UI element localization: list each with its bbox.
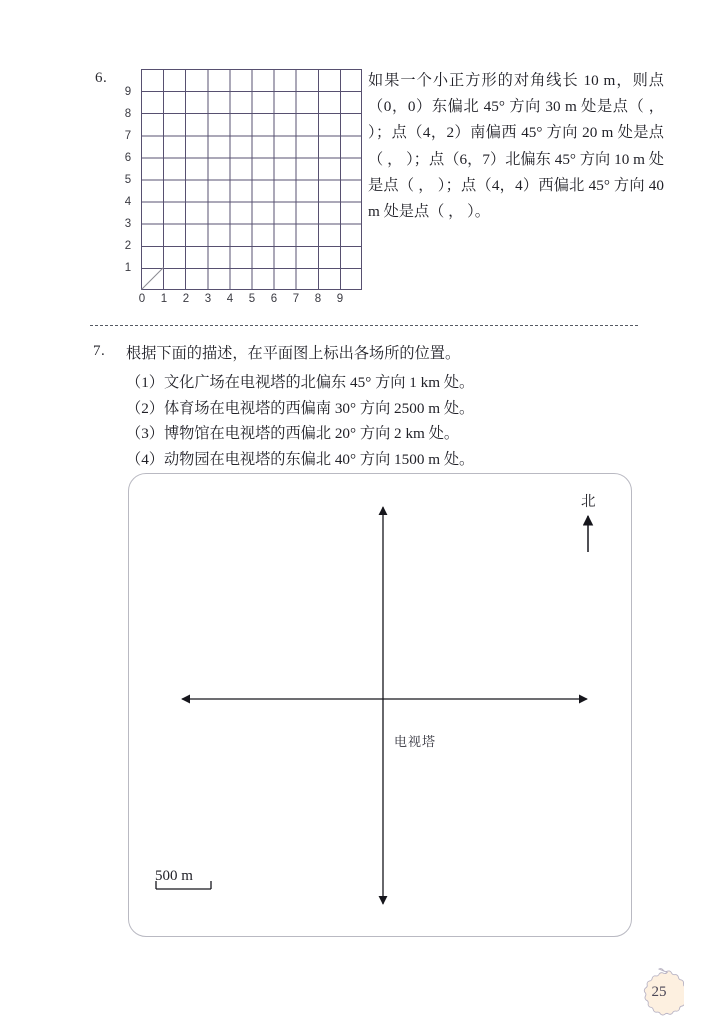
- origin-tv-tower-label: 电视塔: [394, 734, 437, 749]
- grid-x-label-3: 3: [204, 293, 212, 305]
- grid-x-label-8: 8: [314, 293, 322, 305]
- grid-x-label-9: 9: [336, 293, 344, 305]
- grid-y-label-8: 8: [124, 108, 132, 120]
- map-scale-label: 500 m: [155, 868, 193, 884]
- grid-lines: [141, 69, 362, 290]
- grid-y-label-1: 1: [124, 262, 132, 274]
- list-item: （1）文化广场在电视塔的北偏东 45° 方向 1 km 处。: [126, 374, 475, 391]
- page-number: 25: [651, 983, 667, 1000]
- grid-x-label-0: 0: [138, 293, 146, 305]
- list-item: （3）博物馆在电视塔的西偏北 20° 方向 2 km 处。: [126, 425, 460, 442]
- page-number-badge: [634, 967, 684, 1017]
- grid-x-label-6: 6: [270, 293, 278, 305]
- grid-x-label-7: 7: [292, 293, 300, 305]
- grid-y-label-4: 4: [124, 196, 132, 208]
- grid-y-label-3: 3: [124, 218, 132, 230]
- grid-y-label-7: 7: [124, 130, 132, 142]
- grid-y-label-9: 9: [124, 86, 132, 98]
- grid-x-label-4: 4: [226, 293, 234, 305]
- list-item: （4）动物园在电视塔的东偏北 40° 方向 1500 m 处。: [126, 450, 475, 468]
- question-7-list: [126, 370, 646, 472]
- grid-y-label-6: 6: [124, 152, 132, 164]
- question-6-number: 6.: [95, 70, 108, 86]
- coordinate-grid: [124, 69, 362, 305]
- grid-x-label-1: 1: [160, 293, 168, 305]
- grid-x-label-2: 2: [182, 293, 190, 305]
- section-divider: [90, 325, 638, 326]
- question-7-title: 根据下面的描述，在平面图上标出各场所的位置。: [126, 345, 461, 362]
- north-direction-label: 北: [581, 494, 596, 510]
- question-7-number: 7.: [93, 343, 106, 359]
- question-6-text: 如果一个小正方形的对角线长 10 m，则点（0，0）东偏北 45° 方向 30 m 处是点（ ， ）；点（4，2）南偏西 45° 方向 20 m 处是点（ ， ）；点（6，7）北偏东 45° 方向 10 m 处是点（ ， ）；点（4，4）西偏北 45° 方向 40 m 处是点（ ， ）。: [368, 72, 664, 221]
- list-item: （2）体育场在电视塔的西偏南 30° 方向 2500 m 处。: [126, 399, 475, 417]
- grid-x-label-5: 5: [248, 293, 256, 305]
- question-6-block: [0, 0, 724, 310]
- map-plot-area[interactable]: [128, 473, 632, 937]
- grid-y-label-5: 5: [124, 174, 132, 186]
- grid-y-label-2: 2: [124, 240, 132, 252]
